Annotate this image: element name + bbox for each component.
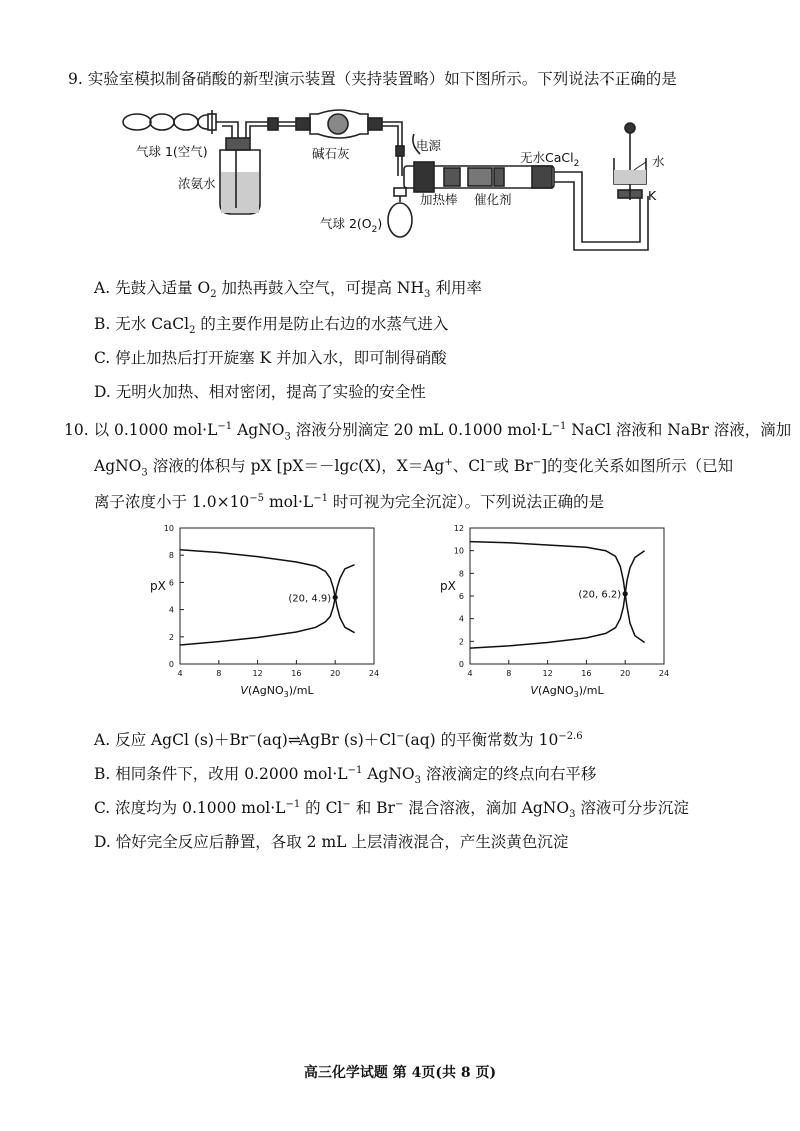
- chart-nabr-titration: [424, 520, 764, 720]
- label-catalyst: 催化剂: [474, 192, 512, 207]
- x-tick-label: 20: [330, 669, 341, 678]
- label-ammonia: 浓氨水: [178, 176, 216, 191]
- q9-stem: [68, 62, 677, 96]
- x-tick-label: 16: [581, 669, 592, 678]
- y-tick-label: 12: [453, 524, 464, 533]
- x-axis-label: V(AgNO$_3$)/mL: [530, 684, 604, 699]
- y-tick-label: 4: [458, 614, 464, 624]
- y-tick-label: 6: [168, 578, 174, 588]
- reaction-tube-icon: [404, 162, 554, 192]
- q9-emph-char: 不 •: [599, 70, 615, 88]
- q10-option-d: D. 恰好完全反应后静置，各取 2 mL 上层清液混合，产生淡黄色沉淀: [94, 833, 569, 851]
- x-axis-label: V(AgNO$_3$)/mL: [240, 684, 314, 699]
- water-vessel-icon: [614, 123, 646, 200]
- x-tick-label: 8: [506, 669, 512, 678]
- y-tick-label: 0: [458, 660, 464, 669]
- q9-stem-end: 的是: [645, 70, 677, 88]
- y-tick-label: 10: [163, 524, 174, 533]
- y-tick-label: 8: [458, 569, 464, 579]
- q10-stem-line2: AgNO$_3$ 溶液的体积与 pX [pX＝－lgc(X)，X＝Ag+、Cl−或 Br−]的变化关系如图所示（已知: [94, 457, 734, 479]
- label-cacl2: 无水CaCl$_2$: [520, 150, 580, 169]
- equivalence-point: [623, 591, 628, 596]
- q10-option-c: C. 浓度均为 0.1000 $mol\cdot L^{-1}$ 的 Cl− 和 Br− 混合溶液，滴加 AgNO$_3$ 溶液可分步沉淀: [94, 798, 689, 821]
- x-tick-label: 12: [542, 669, 553, 678]
- y-tick-label: 6: [458, 592, 464, 601]
- equivalence-point-label: (20, 4.9): [288, 593, 332, 605]
- balloon-1-icon: [123, 114, 216, 130]
- y-tick-label: 10: [453, 546, 464, 556]
- x-tick-label: 20: [620, 669, 631, 678]
- x-tick-label: 24: [368, 669, 380, 678]
- q10-option-b: B. 相同条件下，改用 0.2000 $mol\cdot L^{-1}$ AgNO$_3$ 溶液滴定的终点向右平移: [94, 764, 597, 787]
- label-sodalime: 碱石灰: [312, 146, 350, 161]
- y-axis-label: pX: [150, 579, 166, 593]
- x-tick-label: 16: [291, 669, 302, 678]
- apparatus-diagram: [0, 104, 800, 274]
- series-pAg: [180, 550, 355, 633]
- y-tick-label: 4: [168, 605, 174, 615]
- page-footer: 高三化学试题 第 4页(共 8 页): [303, 1065, 497, 1081]
- label-valve-k: K: [648, 188, 657, 203]
- x-tick-label: 24: [658, 669, 670, 678]
- q9-emph-char: 确 •: [630, 70, 646, 88]
- chart-nacl-titration: [134, 520, 474, 720]
- label-heater: 加热棒: [420, 192, 458, 207]
- balloon-2-icon: [388, 188, 412, 237]
- y-tick-label: 2: [168, 632, 174, 642]
- x-tick-label: 8: [216, 669, 222, 678]
- plot-frame: [180, 528, 374, 664]
- label-balloon1: 气球 1(空气): [136, 144, 208, 159]
- q10-option-a: A. 反应 AgCl (s)＋Br−(aq)⇌AgBr (s)＋Cl−(aq) 的平衡常数为 $10^{-2.6}$: [94, 730, 583, 749]
- q10-stem-line1: 10. 以 0.1000 $mol\cdot L^{-1}$ AgNO$_3$ 溶液分别滴定 20 mL 0.1000 $mol\cdot L^{-1}$ NaCl 溶液和 NaBr 溶液，滴加: [64, 421, 792, 443]
- q9-stem-text: 实验室模拟制备硝酸的新型演示装置（夹持装置略）如下图所示。下列说法: [87, 70, 600, 88]
- x-tick-label: 4: [467, 669, 473, 678]
- q9-option-b: B. 无水 CaCl$_2$ 的主要作用是防止右边的水蒸气进入: [94, 315, 449, 337]
- equivalence-point: [333, 595, 338, 600]
- x-tick-label: 12: [252, 669, 263, 678]
- soda-lime-tube-icon: [296, 110, 382, 138]
- y-axis-label: pX: [440, 579, 456, 593]
- label-balloon2: 气球 $2(O_2)$: [320, 216, 383, 235]
- y-tick-label: 8: [168, 551, 174, 561]
- y-tick-label: 2: [458, 637, 464, 647]
- q9-option-d: D. 无明火加热、相对密闭，提高了实验的安全性: [94, 383, 426, 401]
- q9-option-c: C. 停止加热后打开旋塞 K 并加入水，即可制得硝酸: [94, 349, 447, 367]
- plot-frame: [470, 528, 664, 664]
- equivalence-point-label: (20, 6.2): [578, 589, 622, 601]
- q9-number: 9.: [68, 70, 83, 88]
- label-water: 水: [652, 154, 665, 169]
- q10-stem-line3: 离子浓度小于 $1.0\times 10^{-5}$ $mol\cdot L^{-1}$ 时可视为完全沉淀）。下列说法正确的是: [94, 493, 605, 512]
- x-tick-label: 4: [177, 669, 183, 678]
- q9-option-a: A. 先鼓入适量 $O_2$ 加热再鼓入空气，可提高 $NH_3$ 利用率: [94, 279, 482, 301]
- ammonia-bottle-icon: [220, 138, 260, 214]
- label-power: 电源: [416, 138, 442, 153]
- q9-emph-char: 正 •: [615, 70, 631, 88]
- y-tick-label: 0: [168, 660, 174, 669]
